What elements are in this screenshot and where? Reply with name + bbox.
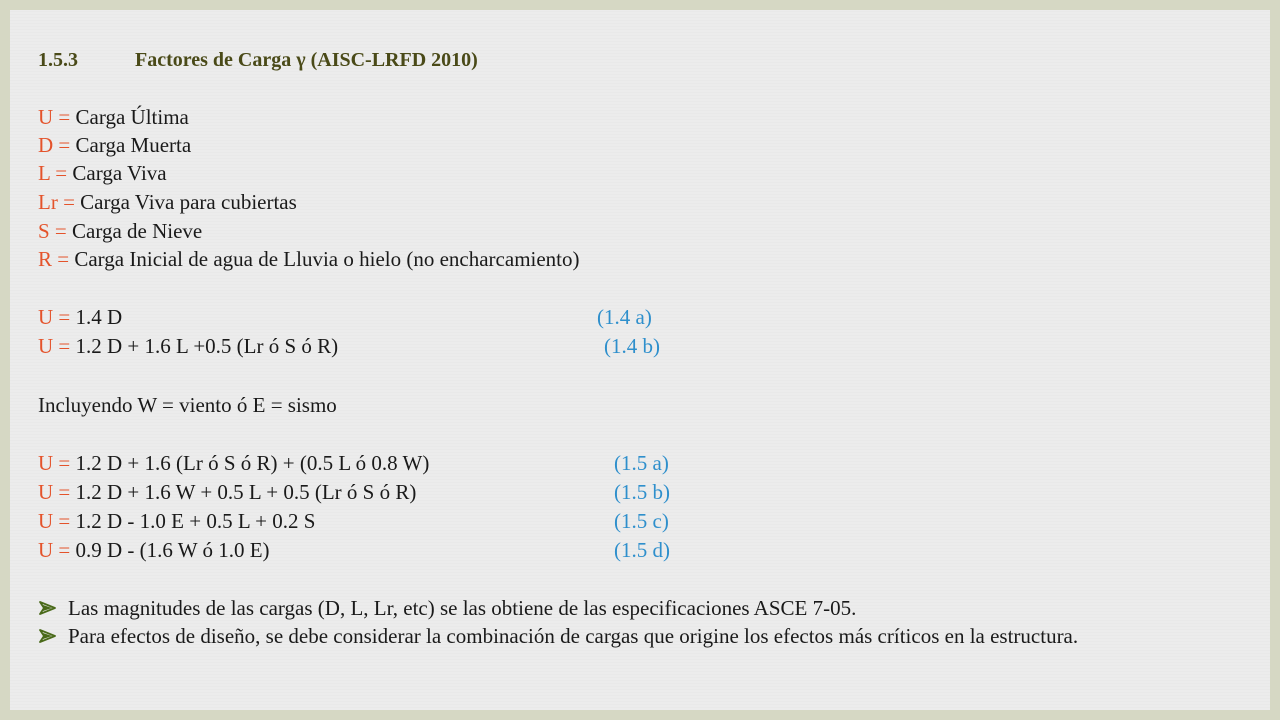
- definition-lr: [38, 189, 297, 215]
- equation-expression: 1.2 D + 1.6 W + 0.5 L + 0.5 (Lr ó S ó R): [70, 480, 417, 504]
- definition-text: Carga Muerta: [70, 133, 192, 157]
- including-note: Incluyendo W = viento ó E = sismo: [38, 393, 337, 417]
- equation-expression: 1.2 D + 1.6 L +0.5 (Lr ó S ó R): [70, 334, 339, 358]
- equation-ref: (1.5 b): [614, 480, 670, 504]
- bullet-text: Las magnitudes de las cargas (D, L, Lr, etc) se las obtiene de las especificaciones ASCE 7-05.: [68, 596, 857, 620]
- definition-text: Carga Última: [70, 105, 189, 129]
- definition-symbol: R =: [38, 247, 70, 271]
- equation-expression: 1.2 D - 1.0 E + 0.5 L + 0.2 S: [70, 509, 316, 533]
- bullet-text: Para efectos de diseño, se debe considerar la combinación de cargas que origine los efectos más críticos en la estructura.: [68, 624, 1079, 648]
- definition-u: [38, 104, 189, 130]
- equation-1-5d: [38, 537, 270, 563]
- equation-lhs: U =: [38, 509, 71, 533]
- definition-text: Carga Viva: [67, 161, 167, 185]
- equation-lhs: U =: [38, 480, 71, 504]
- equation-expression: 1.4 D: [70, 305, 123, 329]
- definition-symbol: U =: [38, 105, 71, 129]
- definition-d: [38, 132, 191, 158]
- equation-ref: (1.4 a): [597, 305, 652, 329]
- equation-1-5a: [38, 450, 429, 476]
- equation-ref: (1.5 d): [614, 538, 670, 562]
- definition-text: Carga de Nieve: [66, 219, 203, 243]
- equation-ref: (1.5 c): [614, 509, 669, 533]
- definition-symbol: S =: [38, 219, 67, 243]
- equation-1-5c: [38, 508, 315, 534]
- definition-symbol: L =: [38, 161, 68, 185]
- definition-text: Carga Inicial de agua de Lluvia o hielo (no encharcamiento): [69, 247, 580, 271]
- equation-expression: 0.9 D - (1.6 W ó 1.0 E): [70, 538, 270, 562]
- equation-1-4b: [38, 333, 338, 359]
- equation-lhs: U =: [38, 334, 71, 358]
- definition-r: [38, 246, 580, 272]
- equation-1-5b: [38, 479, 416, 505]
- equation-lhs: U =: [38, 451, 71, 475]
- definition-l: [38, 160, 167, 186]
- arrow-bullet-icon: [38, 623, 60, 652]
- definition-text: Carga Viva para cubiertas: [74, 190, 297, 214]
- section-heading: [38, 47, 478, 73]
- equation-ref: (1.4 b): [604, 334, 660, 358]
- definition-symbol: Lr =: [38, 190, 75, 214]
- definition-s: [38, 218, 202, 244]
- definition-symbol: D =: [38, 133, 71, 157]
- section-number: 1.5.3: [38, 49, 78, 71]
- arrow-bullet-icon: [38, 595, 60, 624]
- equation-lhs: U =: [38, 305, 71, 329]
- equation-lhs: U =: [38, 538, 71, 562]
- equation-ref: (1.5 a): [614, 451, 669, 475]
- equation-expression: 1.2 D + 1.6 (Lr ó S ó R) + (0.5 L ó 0.8 W): [70, 451, 430, 475]
- section-title: Factores de Carga γ (AISC-LRFD 2010): [135, 49, 478, 71]
- equation-1-4a: [38, 304, 122, 330]
